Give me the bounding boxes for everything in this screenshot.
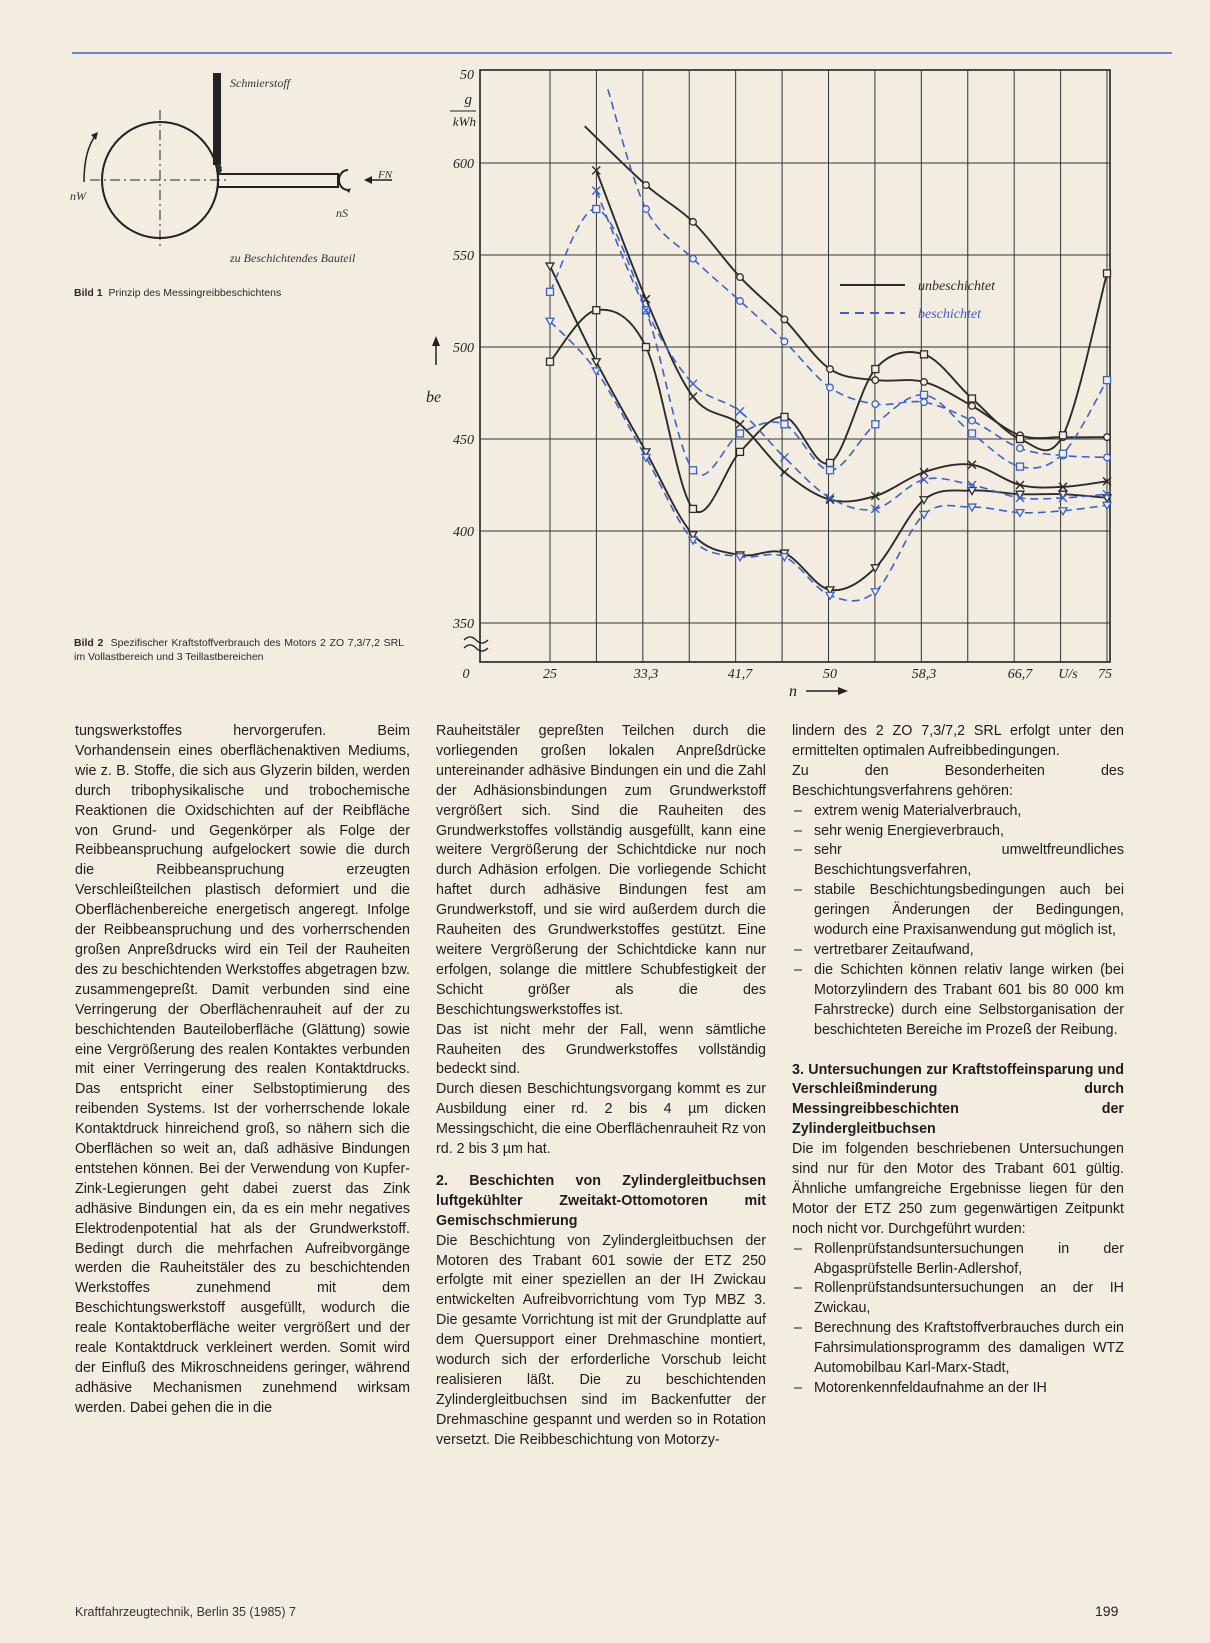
x-tick-label: 66,7 — [1007, 667, 1033, 682]
data-point — [643, 182, 650, 189]
y-axis-arrowhead — [432, 336, 440, 346]
data-point — [689, 380, 697, 388]
y-tick-label: 400 — [453, 525, 474, 540]
x-axis-label: n — [789, 683, 797, 700]
axis-break-mark — [464, 637, 488, 651]
col2-paragraph-4: Die Beschichtung von Zylindergleitbuchsen der Motoren des Trabant 601 sowie der ETZ 250 erfolgte mit einer speziellen an der IH Zwickau entwickelten Aufreibvorrichtung vom Typ MBZ 3. Die gesamte Vorrichtung ist mit der Grundplatte auf dem Quersupport einer Drehmaschine montiert, wodurch sich der erforderliche Vorschub leicht realisieren läßt. Die zu beschichtenden Zylindergleitbuchsen sind im Backenfutter der Drehmaschine gespannt und werden so in Rotation versetzt. Die Reibbeschichtung von Motorzy- — [436, 1232, 766, 1448]
data-point — [1104, 377, 1111, 384]
figure2-caption-label: Bild 2 — [74, 637, 104, 649]
data-point — [872, 401, 879, 408]
figure1-caption — [74, 286, 404, 300]
y-tick-label: 350 — [453, 617, 474, 632]
figure1-diagram — [70, 70, 393, 310]
data-point — [827, 366, 834, 373]
x-tick-label: 75 — [1098, 667, 1112, 682]
data-point — [781, 421, 788, 428]
fuel-consumption-chart — [426, 60, 1190, 730]
data-point — [592, 359, 600, 366]
list-item: – Rollenprüfstandsuntersuchungen an der IH Zwickau, — [792, 1279, 1124, 1319]
data-point — [690, 219, 697, 226]
data-point — [737, 274, 744, 281]
y-tick-label: 600 — [453, 157, 474, 172]
data-point — [690, 505, 697, 512]
y-unit-bottom: kWh — [452, 114, 476, 129]
data-point — [781, 338, 788, 345]
x-tick-label: 25 — [543, 667, 557, 682]
data-point — [921, 351, 928, 358]
list-item: – die Schichten können relativ lange wirken (bei Motorzylindern des Trabant 601 bis 80 000 km Fahrstrecke) durch eine Selbstorganisation der beschichteten Bereiche im Prozeß der Reibung. — [792, 961, 1124, 1041]
top-rule — [72, 52, 1172, 54]
legend-label: unbeschichtet — [918, 279, 995, 294]
series-line — [596, 191, 1107, 510]
x-tick-label: 58,3 — [911, 667, 937, 682]
part-label: zu Beschichtendes Bauteil — [230, 251, 356, 265]
ns-rotation-arrow — [339, 170, 348, 190]
list-item: – stabile Beschichtungsbedingungen auch bei geringen Änderungen der Bedingungen, wodurch eine Praxisanwendung gut möglich ist, — [792, 881, 1124, 941]
tool-shaft — [218, 174, 338, 187]
series-line — [608, 89, 1107, 457]
col2-paragraph-2: Das ist nicht mehr der Fall, wenn sämtliche Rauheiten des Grundwerkstoffes vollständig bedeckt sind. — [436, 1021, 766, 1078]
data-point — [593, 206, 600, 213]
data-point — [546, 263, 554, 270]
data-point — [736, 420, 744, 428]
data-point — [781, 316, 788, 323]
col3-paragraph-2: Zu den Besonderheiten des Beschichtungsverfahrens gehören: — [792, 762, 1124, 799]
page-number: 199 — [1095, 1603, 1119, 1619]
col3-paragraph-3: Die im folgenden beschriebenen Untersuchungen sind nur für den Motor des Trabant 601 gültig. Ähnliche umfangreiche Ergebnisse liegen für den Motor der ETZ 250 zum gegenwärtigen Zeitpunkt noch nicht vor. Durchgeführt wurden: — [792, 1141, 1124, 1237]
y-tick-label: 50 — [460, 68, 474, 83]
col2-paragraph-3: Durch diesen Beschichtungsvorgang kommt es zur Ausbildung einer rd. 2 bis 4 µm dicken Messingschicht, die eine Oberflächenrauheit Rz von rd. 2 bis 3 µm hat. — [436, 1081, 766, 1158]
force-label: FN — [378, 169, 393, 181]
data-point — [736, 407, 744, 415]
data-point — [1017, 445, 1024, 452]
data-point — [547, 358, 554, 365]
x-tick-label: 0 — [462, 667, 470, 682]
list-item: – vertretbarer Zeitaufwand, — [792, 941, 1124, 961]
legend-label: beschichtet — [918, 307, 981, 322]
data-point — [1104, 270, 1111, 277]
ns-label: nS — [336, 206, 348, 220]
y-tick-label: 450 — [453, 433, 474, 448]
figure2-caption-text: Spezifischer Kraftstoffverbrauch des Motors 2 ZO 7,3/7,2 SRL im Vollastbereich und 3 Teillastbereichen — [74, 637, 404, 663]
y-unit-top: g — [464, 92, 472, 108]
x-tick-label: 33,3 — [633, 667, 659, 682]
data-point — [737, 448, 744, 455]
y-axis-label: be — [426, 389, 442, 406]
data-point — [689, 393, 697, 401]
figure1-caption-text: Prinzip des Messingreibbeschichtens — [108, 287, 282, 299]
y-tick-label: 550 — [453, 249, 474, 264]
lubricant-label: Schmierstoff — [230, 76, 290, 90]
data-point — [827, 459, 834, 466]
section-2-heading: 2. Beschichten von Zylindergleitbuchsen luftgekühlter Zweitakt-Ottomotoren mit Gemischschmierung — [436, 1172, 766, 1229]
text-column-2 — [436, 722, 766, 1451]
section-3-heading: 3. Untersuchungen zur Kraftstoffeinsparung und Verschleißminderung durch Messingreibbeschichten der Zylindergleitbuchsen — [792, 1061, 1124, 1138]
data-point — [969, 417, 976, 424]
data-point — [827, 384, 834, 391]
data-point — [1104, 434, 1111, 441]
features-list — [792, 802, 1124, 1041]
data-point — [872, 377, 879, 384]
data-point — [872, 421, 879, 428]
x-axis-arrowhead — [838, 687, 848, 695]
data-point — [1059, 432, 1066, 439]
data-point — [643, 206, 650, 213]
data-point — [827, 467, 834, 474]
list-item: – sehr umweltfreundliches Beschichtungsverfahren, — [792, 841, 1124, 881]
figure2-caption — [74, 636, 404, 664]
data-point — [690, 467, 697, 474]
data-point — [1059, 450, 1066, 457]
col1-paragraph: tungswerkstoffes hervorgerufen. Beim Vorhandensein eines oberflächenaktiven Mediums, wie z. B. Stoffe, die sich aus Glyzerin bilden, werden durch tribophysikalische und trobochemische Reaktionen die Oxidschichten auf der Reibfläche von Grund- und Gegenkörper als Folge der Reibbeanspruchung aufgelockert sowie die durch die Reibbeanspruchung erzeugten Verschleißteilchen plastisch deformiert und die Oberflächenbereiche energetisch angeregt. Infolge der Reibbeanspruchung und des vorherrschenden großen Anpreßdrucks wird ein Teil der Rauheiten des zu beschichtenden Werkstoffes abgetragen bzw. zusammengepreßt. Damit verbunden sind eine Verringerung der Oberflächenrauheit auf der zu beschichtenden Bauteiloberfläche (Glättung) sowie eine Vergrößerung des realen Kontaktes verbunden mit einer Verringerung des realen Kontaktdrucks. Das entspricht einer Selbstoptimierung des reibenden Systems. Ist der vorherrschende lokale Kontaktdruck hinreichend groß, so nähern sich die Oberflächen so weit an, daß adhäsive Bindungen entstehen können. Bei der Verwendung von Kupfer-Zink-Legierungen geht dabei zuerst das Zink adhäsive Bindungen ein, da es ein mehr negatives Elektrodenpotential hat als der Grundwerkstoff. Bedingt durch die mehrfachen Aufreibvorgänge werden die Rauheitstäler des zu beschichtenden Werkstoffes zunehmend mit dem Beschichtungswerkstoff ausgefüllt, wodurch die reale Kontaktoberfläche weiter vergrößert und der reale Kontaktdruck verkleinert werden. Somit wird der Einfluß des Mikroschneidens geringer, während adhäsive Mechanismen zunehmend wirksam werden. Dabei gehen die in die — [75, 723, 410, 1416]
data-point — [781, 413, 788, 420]
data-point — [921, 399, 928, 406]
figure1-caption-label: Bild 1 — [74, 287, 103, 299]
y-tick-label: 500 — [453, 341, 474, 356]
x-unit: U/s — [1058, 667, 1078, 682]
data-point — [872, 366, 879, 373]
data-point — [921, 379, 928, 386]
data-point — [547, 288, 554, 295]
data-point — [921, 391, 928, 398]
data-point — [737, 298, 744, 305]
text-column-1 — [75, 722, 410, 1419]
list-item: – extrem wenig Materialverbrauch, — [792, 802, 1124, 822]
data-point — [643, 344, 650, 351]
x-tick-label: 50 — [823, 667, 837, 682]
col3-paragraph-1: lindern des 2 ZO 7,3/7,2 SRL erfolgt unter den ermittelten optimalen Aufreibbedingungen. — [792, 723, 1124, 759]
nw-label: nW — [70, 189, 86, 203]
list-item: – Rollenprüfstandsuntersuchungen in der Abgasprüfstelle Berlin-Adlershof, — [792, 1240, 1124, 1280]
data-point — [593, 307, 600, 314]
data-point — [690, 255, 697, 262]
investigations-list — [792, 1240, 1124, 1399]
col2-paragraph-1: Rauheitstäler gepreßten Teilchen durch die vorliegenden großen lokalen Anpreßdrücke untereinander adhäsive Bindungen ein und die Zahl der Adhäsionsbindungen zum Grundwerkstoff vergrößert sich. Sind die Rauheiten des Grundwerkstoffes vollständig ausgefüllt, kann eine weitere Vergrößerung der Schichtdicke nur noch durch Adhäsion erfolgen. Die vorliegende Schicht haftet durch adhäsive Bindungen fest am Grundwerkstoff, und sie wird außerdem durch die Rauheiten des Grundwerkstoffes gestützt. Eine weitere Vergrößerung der Schichtdicke kann nur erfolgen, solange die mittlere Schubfestigkeit der Schicht größer als die des Beschichtungswerkstoffes ist. — [436, 723, 766, 1018]
data-point — [969, 403, 976, 410]
list-item: – sehr wenig Energieverbrauch, — [792, 822, 1124, 842]
journal-footer: Kraftfahrzeugtechnik, Berlin 35 (1985) 7 — [75, 1605, 296, 1619]
data-point — [969, 430, 976, 437]
plot-frame — [480, 70, 1110, 662]
series-line — [585, 126, 1107, 438]
data-point — [737, 430, 744, 437]
list-item: – Motorenkennfeldaufnahme an der IH — [792, 1379, 1124, 1399]
data-point — [1104, 454, 1111, 461]
data-point — [1017, 436, 1024, 443]
data-point — [871, 589, 879, 596]
lubricant-nozzle — [213, 73, 221, 165]
data-point — [1017, 463, 1024, 470]
list-item: – Berechnung des Kraftstoffverbrauches durch ein Fahrsimulationsprogramm des damaligen WTZ Automobilbau Karl-Marx-Stadt, — [792, 1319, 1124, 1379]
nw-rotation-arrow — [84, 135, 96, 182]
text-column-3 — [792, 722, 1124, 1399]
data-point — [969, 395, 976, 402]
x-tick-label: 41,7 — [727, 667, 753, 682]
